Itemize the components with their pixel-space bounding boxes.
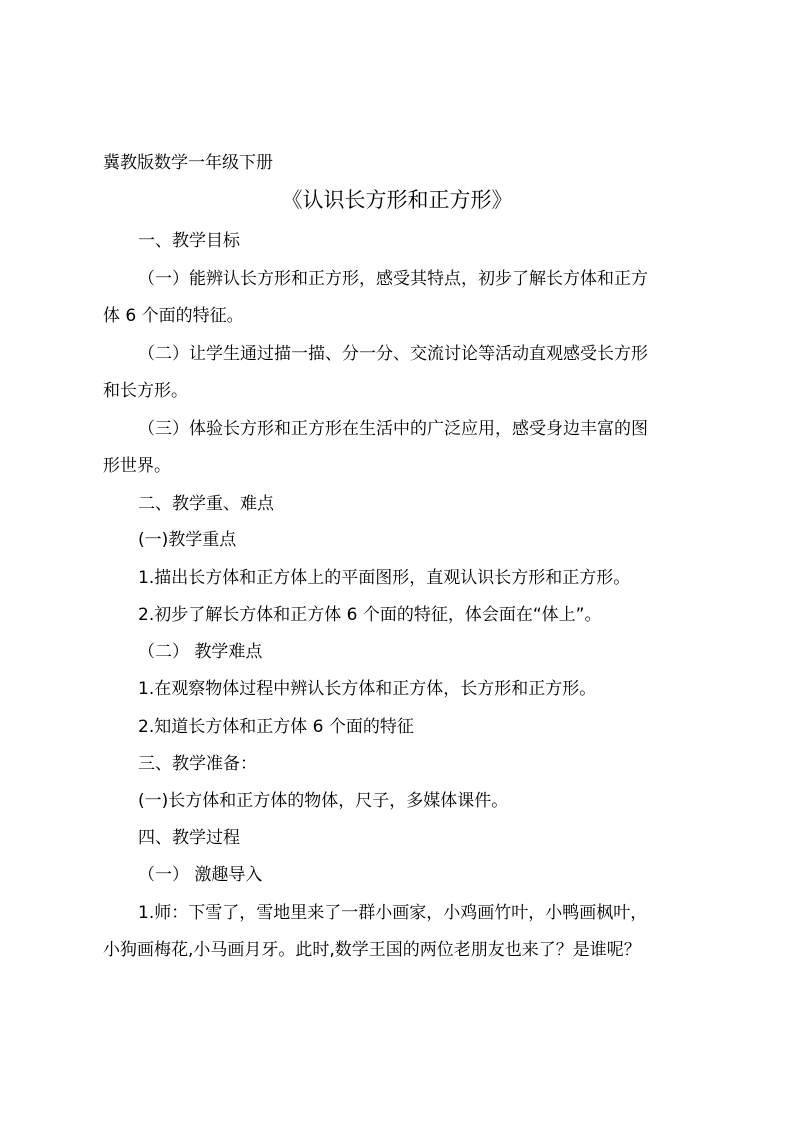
subheading-introduction: （一） 激趣导入	[138, 865, 263, 885]
process-paragraph-1-line-2: 小狗画梅花,小马画月牙。此时,数学王国的两位老朋友也来了？是谁呢？	[103, 940, 641, 960]
objective-1-line-2: 体 6 个面的特征。	[103, 306, 244, 326]
key-focus-item-1: 1.描出长方体和正方体上的平面图形，直观认识长方形和正方形。	[138, 568, 631, 588]
objective-3-line-2: 形世界。	[103, 456, 171, 476]
section-heading-objectives: 一、教学目标	[138, 231, 240, 251]
objective-2-line-1: （二）让学生通过描一描、分一分、交流讨论等活动直观感受长方形	[138, 344, 648, 364]
preparation-item-1: (一)长方体和正方体的物体，尺子，多媒体课件。	[138, 791, 509, 811]
document-title: 《认识长方形和正方形》	[281, 188, 513, 212]
section-heading-process: 四、教学过程	[138, 828, 240, 848]
document-header: 冀教版数学一年级下册	[103, 153, 273, 173]
section-heading-key-points: 二、教学重、难点	[138, 494, 274, 514]
difficulty-item-2: 2.知道长方体和正方体 6 个面的特征	[138, 717, 414, 737]
difficulty-item-1: 1.在观察物体过程中辨认长方体和正方体，长方形和正方形。	[138, 679, 597, 699]
process-paragraph-1-line-1: 1.师：下雪了，雪地里来了一群小画家，小鸡画竹叶，小鸭画枫叶，	[138, 903, 648, 923]
key-focus-item-2: 2.初步了解长方体和正方体 6 个面的特征，体会面在“体上”。	[138, 605, 602, 625]
section-heading-preparation: 三、教学准备：	[138, 754, 257, 774]
objective-3-line-1: （三）体验长方形和正方形在生活中的广泛应用，感受身边丰富的图	[138, 419, 648, 439]
subheading-key-focus: (一)教学重点	[138, 530, 237, 550]
objective-1-line-1: （一）能辨认长方形和正方形，感受其特点，初步了解长方体和正方	[138, 269, 648, 289]
subheading-difficulties: （二） 教学难点	[138, 642, 263, 662]
objective-2-line-2: 和长方形。	[103, 381, 188, 401]
